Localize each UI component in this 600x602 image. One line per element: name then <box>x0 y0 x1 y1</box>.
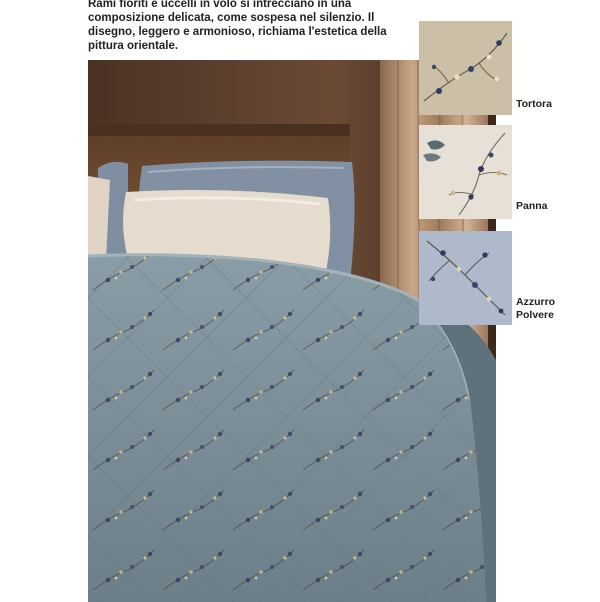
swatch-panna[interactable] <box>419 125 512 219</box>
swatch-label-panna: Panna <box>516 200 548 212</box>
swatch-azzurro-polvere[interactable] <box>419 231 512 325</box>
swatch-label-azzurro-polvere: Azzurro Polvere <box>516 296 556 321</box>
product-description: Rami fioriti e uccelli in volo si intrecciano in una composizione delicata, come sospesa nel silenzio. Il disegno, leggero e armonioso, richiama l'estetica della pittura orientale. <box>88 0 387 52</box>
swatch-tortora[interactable] <box>419 21 512 115</box>
swatch-label-tortora: Tortora <box>516 98 552 110</box>
